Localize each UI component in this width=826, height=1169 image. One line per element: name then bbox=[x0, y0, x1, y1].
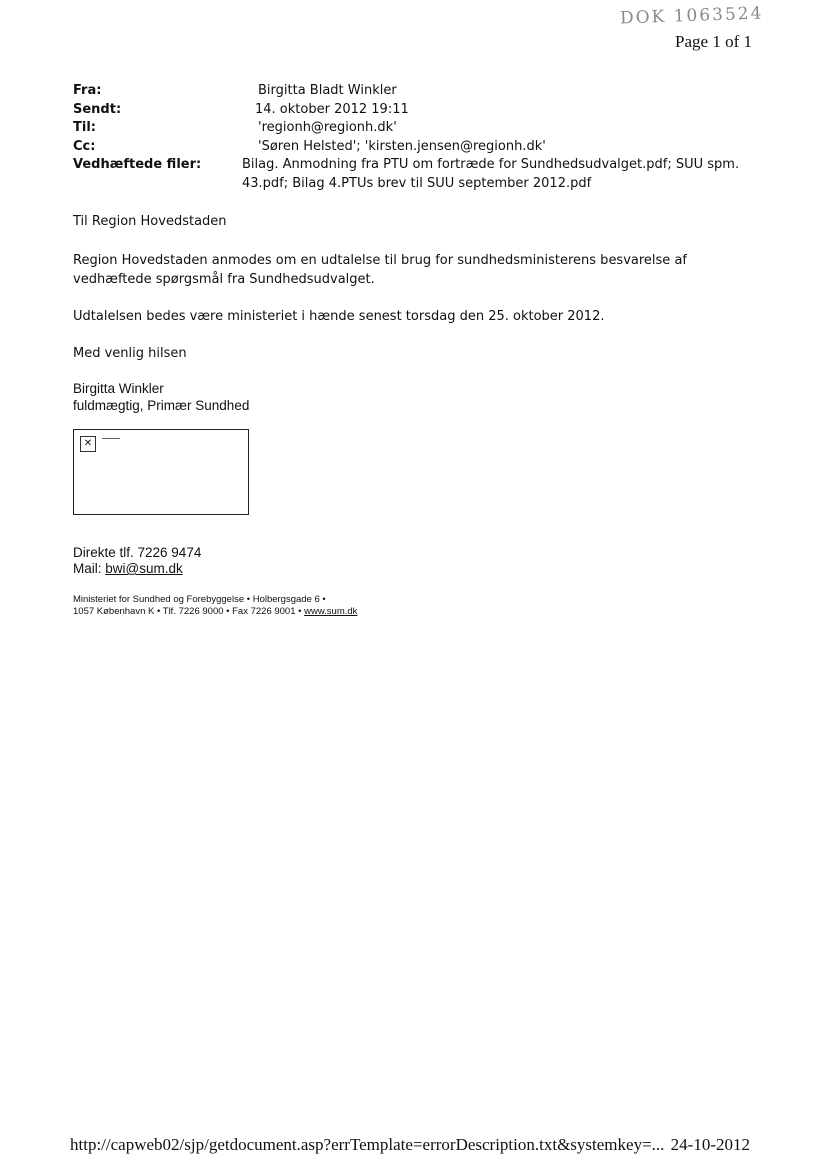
mail-label: Mail: bbox=[73, 561, 106, 576]
cc-label: Cc: bbox=[73, 138, 96, 154]
print-url: http://capweb02/sjp/getdocument.asp?errTemplate=errorDescription.txt&systemkey=... bbox=[70, 1135, 665, 1154]
sent-row bbox=[73, 101, 773, 120]
sent-label: Sendt: bbox=[73, 101, 122, 117]
mail-line bbox=[73, 561, 201, 577]
image-caption-line bbox=[102, 438, 120, 439]
from-value: Birgitta Bladt Winkler bbox=[258, 83, 397, 98]
print-date: 24-10-2012 bbox=[670, 1135, 750, 1154]
phone-line: Direkte tlf. 7226 9474 bbox=[73, 545, 202, 560]
broken-image-icon: ✕ bbox=[80, 436, 96, 452]
signature-title: fuldmægtig, Primær Sundhed bbox=[73, 398, 250, 413]
from-row bbox=[73, 82, 773, 101]
ministry-address bbox=[73, 594, 357, 618]
attachments-value-line2: 43.pdf; Bilag 4.PTUs brev til SUU september 2012.pdf bbox=[242, 175, 592, 191]
attachments-value-line1: Bilag. Anmodning fra PTU om fortræde for Sundhedsudvalget.pdf; SUU spm. bbox=[242, 157, 740, 172]
attachments-label: Vedhæftede filer: bbox=[73, 157, 202, 172]
email-header bbox=[73, 82, 773, 193]
signature-name: Birgitta Winkler bbox=[73, 381, 164, 396]
image-placeholder bbox=[73, 429, 249, 515]
to-value: 'regionh@regionh.dk' bbox=[258, 120, 397, 135]
request-paragraph: Region Hovedstaden anmodes om en udtalelse til brug for sundhedsministerens besvarelse af vedhæftede spørgsmål fra Sundhedsudvalget. bbox=[73, 253, 687, 287]
website-link[interactable]: www.sum.dk bbox=[304, 606, 358, 617]
sent-value: 14. oktober 2012 19:11 bbox=[255, 101, 409, 117]
print-footer bbox=[70, 1135, 750, 1155]
document-number-stamp: DOK 1063524 bbox=[619, 3, 764, 29]
address-line2-text: 1057 København K • Tlf. 7226 9000 • Fax 7226 9001 • bbox=[73, 606, 305, 617]
deadline-paragraph: Udtalelsen bedes være ministeriet i hænde senest torsdag den 25. oktober 2012. bbox=[73, 309, 605, 324]
address-line2 bbox=[73, 606, 357, 618]
attachments-row bbox=[73, 156, 773, 193]
address-line1: Ministeriet for Sundhed og Forebyggelse • Holbergsgade 6 • bbox=[73, 594, 326, 605]
signature bbox=[73, 380, 249, 414]
page-number: Page 1 of 1 bbox=[675, 32, 752, 51]
cc-value: 'Søren Helsted'; 'kirsten.jensen@regionh.dk' bbox=[258, 138, 546, 154]
closing: Med venlig hilsen bbox=[73, 346, 187, 361]
salutation: Til Region Hovedstaden bbox=[73, 214, 227, 229]
to-label: Til: bbox=[73, 120, 96, 135]
cc-row bbox=[73, 138, 773, 157]
mail-link[interactable]: bwi@sum.dk bbox=[105, 561, 183, 576]
to-row bbox=[73, 119, 773, 138]
contact-info bbox=[73, 545, 201, 577]
from-label: Fra: bbox=[73, 83, 102, 98]
